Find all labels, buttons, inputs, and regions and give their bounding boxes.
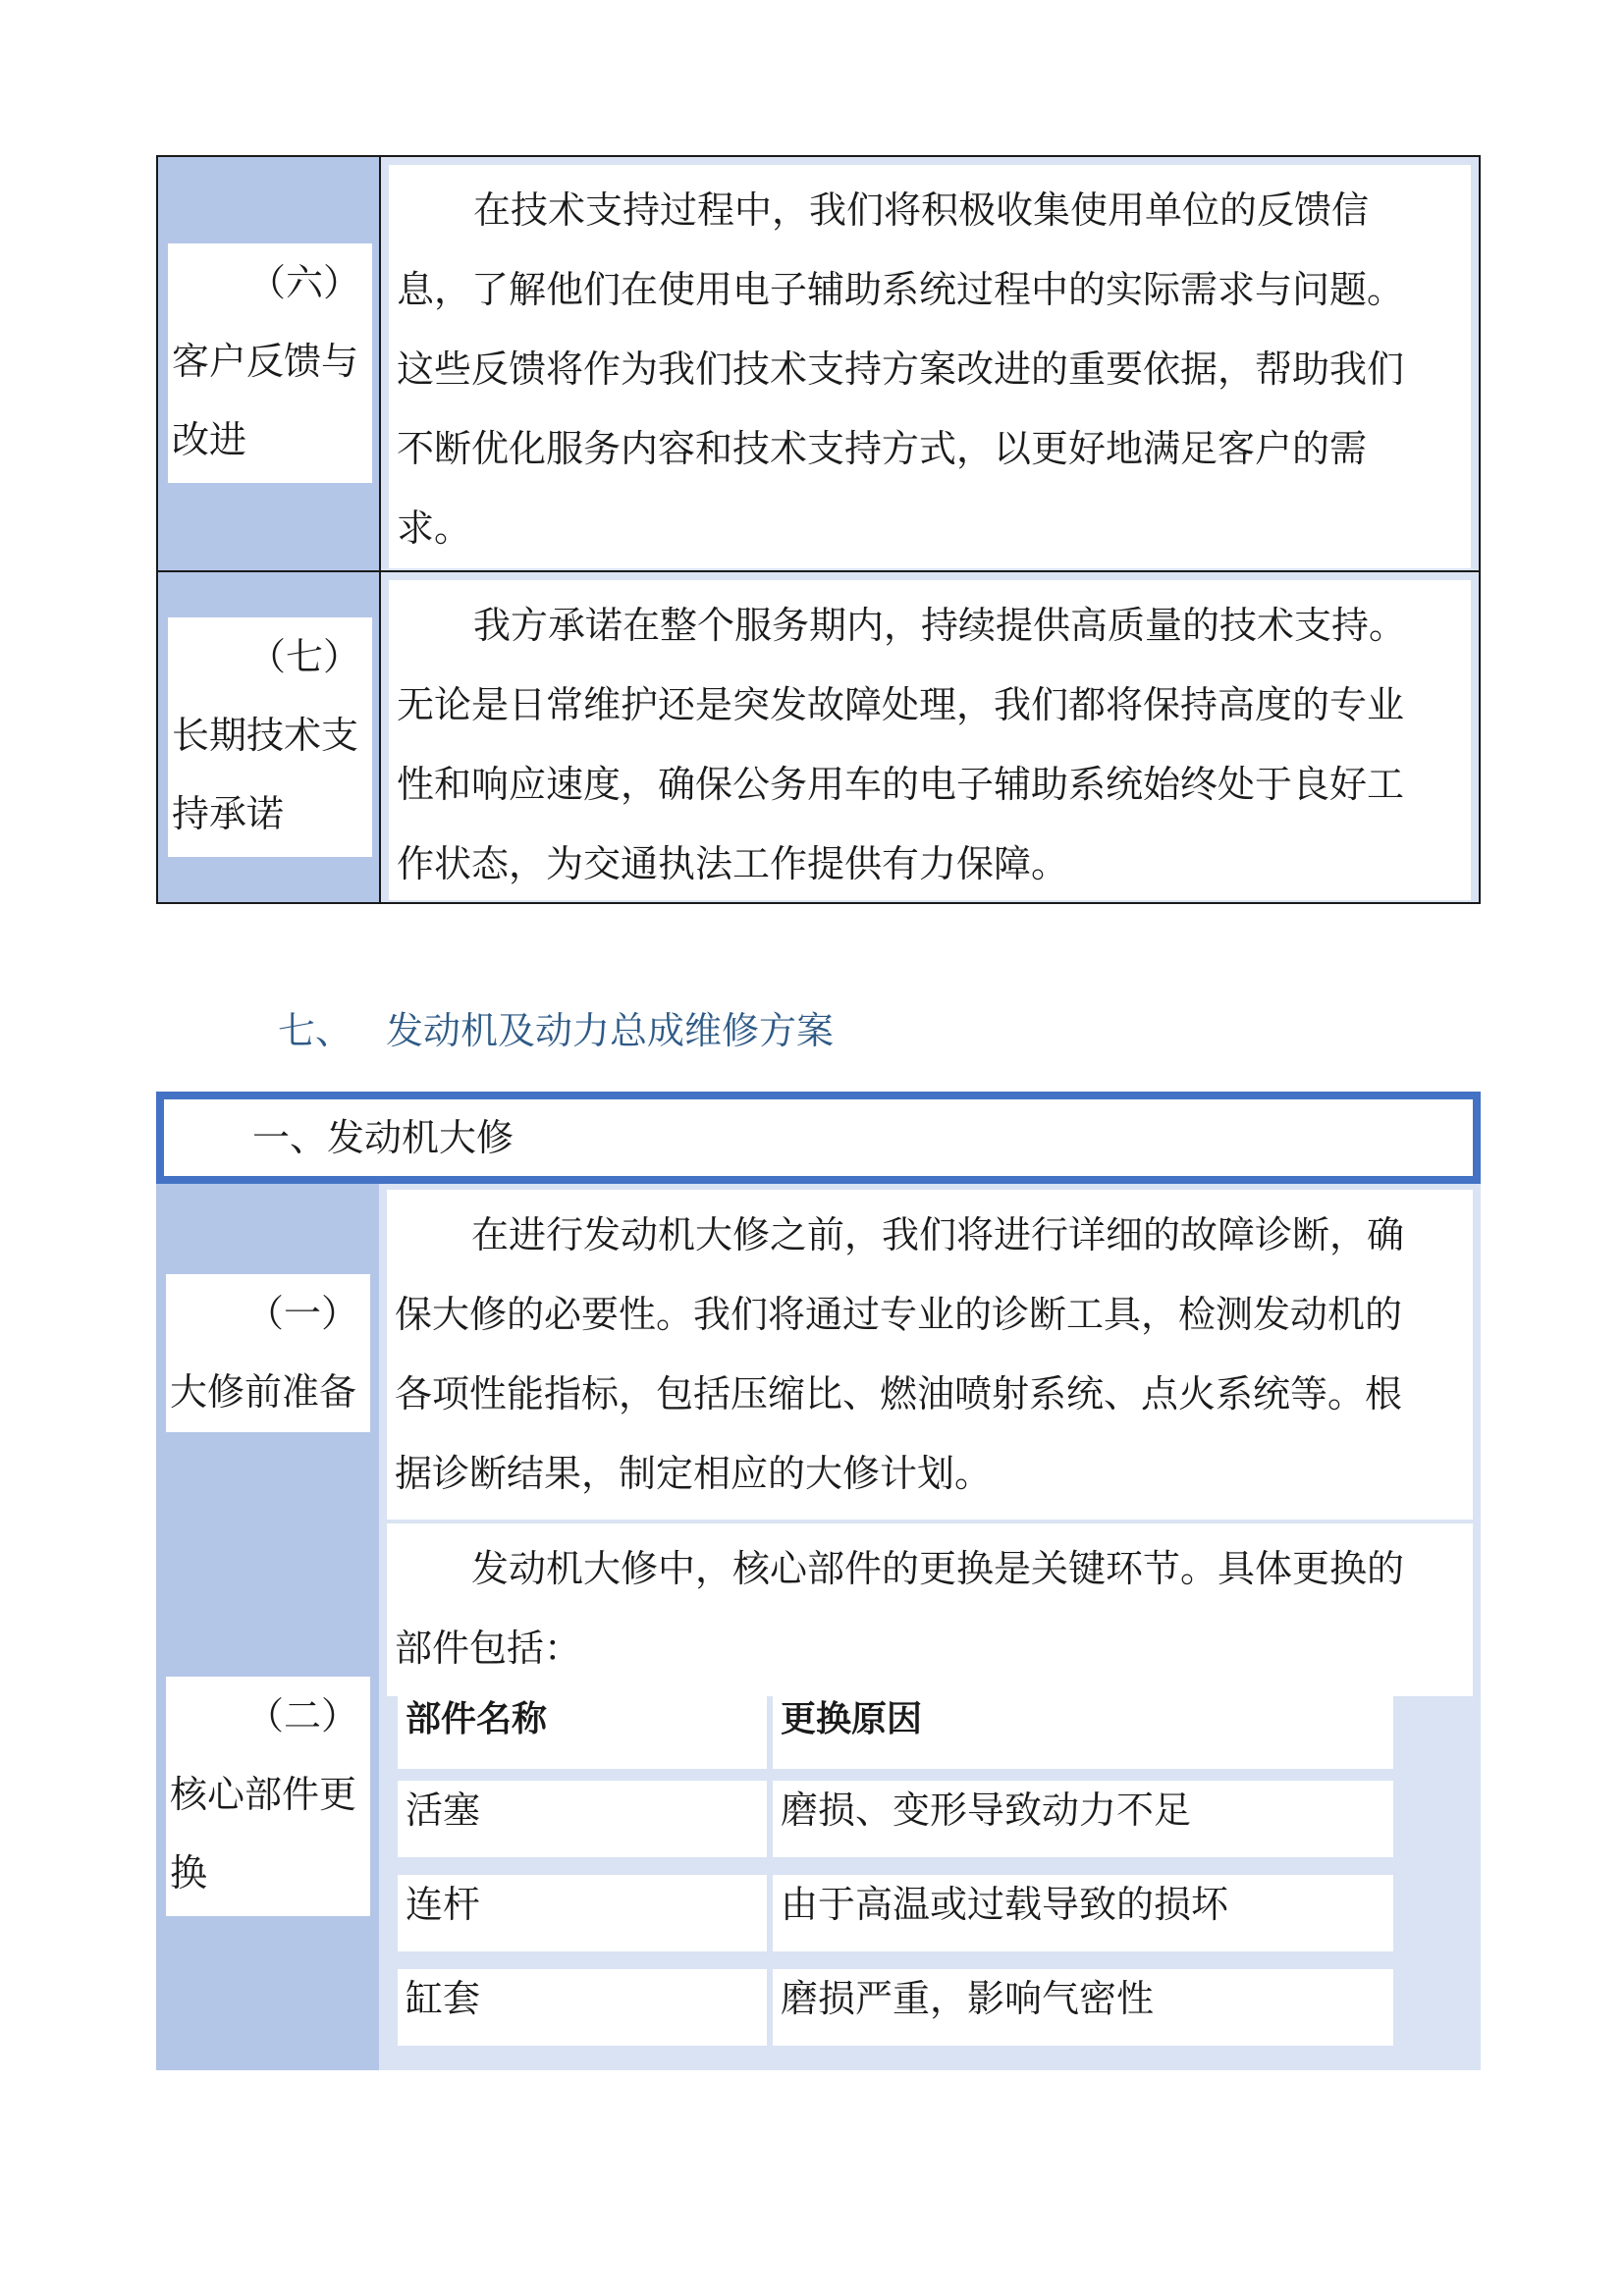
body-line: 发动机大修中，核心部件的更换是关键环节。具体更换的 [471, 1547, 1405, 1590]
row-label [166, 1274, 370, 1432]
row-body [389, 165, 1471, 568]
row-body [387, 1523, 1473, 1696]
body-line: 不断优化服务内容和技术支持方式，以更好地满足客户的需 [397, 427, 1368, 470]
body-line: 我方承诺在整个服务期内，持续提供高质量的技术支持。 [473, 604, 1407, 647]
row-label [168, 243, 372, 483]
row-label-line: 换 [170, 1851, 208, 1895]
parts-table [398, 1690, 1395, 2067]
row-label-line: 改进 [172, 418, 247, 461]
body-line: 息，了解他们在使用电子辅助系统过程中的实际需求与问题。 [397, 268, 1405, 311]
section-number: 七、 [278, 1009, 353, 1052]
parts-cell-name: 连杆 [398, 1875, 767, 1951]
row-number: （七） [247, 635, 360, 678]
row-label-line: 长期技术支 [172, 714, 359, 757]
body-line: 求。 [397, 507, 472, 550]
row-body-cell [381, 572, 1479, 902]
subsection-title: 一、发动机大修 [252, 1116, 514, 1159]
row-number: （一） [245, 1292, 358, 1335]
row-label-line: 持承诺 [172, 792, 285, 835]
row-label-cell [158, 572, 381, 902]
body-line: 作状态，为交通执法工作提供有力保障。 [397, 842, 1069, 885]
parts-cell-reason: 由于高温或过载导致的损坏 [773, 1875, 1393, 1951]
row-body-cell [381, 157, 1479, 570]
subsection-header [156, 1092, 1481, 1184]
table-row-commitment [158, 572, 1479, 902]
body-line: 部件包括： [395, 1627, 582, 1670]
row-label [168, 617, 372, 857]
row-number: （二） [245, 1694, 358, 1737]
body-line: 在进行发动机大修之前，我们将进行详细的故障诊断，确 [471, 1213, 1405, 1256]
section-title: 发动机及动力总成维修方案 [386, 1009, 835, 1052]
body-line: 各项性能指标，包括压缩比、燃油喷射系统、点火系统等。根 [395, 1372, 1403, 1415]
parts-cell-name: 活塞 [398, 1781, 767, 1857]
row-label-line: 大修前准备 [170, 1370, 357, 1414]
support-table [156, 155, 1481, 904]
parts-cell-reason: 磨损严重，影响气密性 [773, 1969, 1393, 2046]
row-body [387, 1190, 1473, 1520]
row-label-line: 客户反馈与 [172, 340, 359, 383]
row-number: （六） [247, 261, 360, 304]
table-row-feedback [158, 157, 1479, 572]
row-label [166, 1677, 370, 1916]
body-line: 无论是日常维护还是突发故障处理，我们都将保持高度的专业 [397, 683, 1405, 726]
overhaul-table [156, 1184, 1481, 2070]
parts-header-name: 部件名称 [398, 1690, 767, 1769]
row-body [389, 580, 1471, 900]
parts-cell-reason: 磨损、变形导致动力不足 [773, 1781, 1393, 1857]
parts-header-reason: 更换原因 [773, 1690, 1393, 1769]
body-line: 在技术支持过程中，我们将积极收集使用单位的反馈信 [473, 188, 1370, 232]
section-heading [278, 991, 834, 1070]
row-label-line: 核心部件更 [170, 1773, 357, 1816]
body-line: 性和响应速度，确保公务用车的电子辅助系统始终处于良好工 [397, 763, 1405, 806]
body-line: 保大修的必要性。我们将通过专业的诊断工具，检测发动机的 [395, 1293, 1403, 1336]
body-line: 据诊断结果，制定相应的大修计划。 [395, 1452, 993, 1495]
body-line: 这些反馈将作为我们技术支持方案改进的重要依据，帮助我们 [397, 347, 1405, 391]
row-label-cell [158, 157, 381, 570]
parts-cell-name: 缸套 [398, 1969, 767, 2046]
